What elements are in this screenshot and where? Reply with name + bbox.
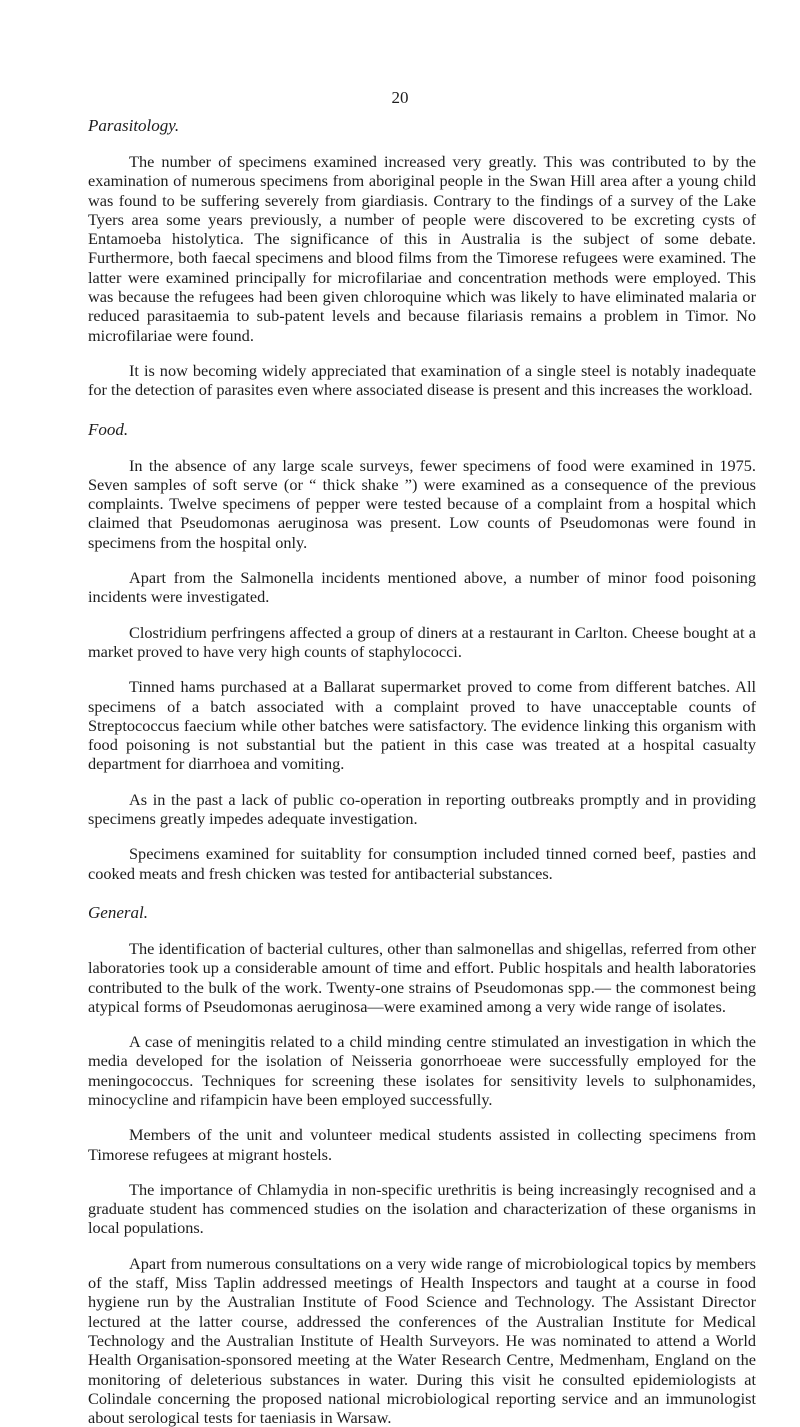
section-heading: Parasitology. [88, 116, 180, 135]
page-number: 20 [391, 88, 409, 107]
paragraph: A case of meningitis related to a child minding centre stimulated an investigation in which the media developed for the isolation of Neisseria gonorrhoeae were successfully employed for the meningococcus. Techniques for screening these isolates for sensitivity levels to sulphonamides, minocycline and rifampicin have been employed successfully. [88, 1032, 756, 1109]
paragraph: Tinned hams purchased at a Ballarat supermarket proved to come from different batches. All specimens of a batch associated with a complaint proved to have unacceptable counts of Streptococcus faecium while other batches were satisfactory. The evidence linking this organism with food poisoning is not substantial but the patient in this case was treated at a hospital casualty department for diarrhoea and vomiting. [88, 677, 756, 774]
section-parasitology [88, 116, 756, 400]
paragraph: The number of specimens examined increased very greatly. This was contributed to by the examination of numerous specimens from aboriginal people in the Swan Hill area after a young child was found to be suffering severely from giardiasis. Contrary to the findings of a survey of the Lake Tyers area some years previously, a number of people were discovered to be excreting cysts of Entamoeba histolytica. The significance of this in Australia is the subject of some debate. Furthermore, both faecal specimens and blood films from the Timorese refugees were examined. The latter were examined principally for microfilariae and concentration methods were employed. This was because the refugees had been given chloroquine which was likely to have eliminated malaria or reduced parasitaemia to sub-patent levels and because filariasis remains a problem in Timor. No microfilariae were found. [88, 152, 756, 345]
paragraph: As in the past a lack of public co-operation in reporting outbreaks promptly and in providing specimens greatly impedes adequate investigation. [88, 789, 756, 829]
section-heading: General. [88, 902, 148, 922]
paragraph: Apart from numerous consultations on a very wide range of microbiological topics by members of the staff, Miss Taplin addressed meetings of Health Inspectors and taught at a course in food hygiene run by the Australian Institute of Food Science and Technology. The Assistant Director lectured at the latter course, addressed the conferences of the Australian Institute for Medical Technology and the Australian Institute of Health Surveyors. He was nominated to attend a World Health Organisation-sponsored meeting at the Water Research Centre, Medmenham, England on the monitoring of deleterious substances in water. During this visit he consulted epidemiologists at Colindale concerning the proposed national microbiological reporting service and an immunologist about serological tests for taeniasis in Warsaw. [88, 1253, 756, 1427]
paragraph: It is now becoming widely appreciated that examination of a single steel is notably inadequate for the detection of parasites even where associated disease is present and this increases the workload. [88, 360, 756, 400]
section-food [88, 420, 756, 883]
paragraph: The importance of Chlamydia in non-specific urethritis is being increasingly recognised and a graduate student has commenced studies on the isolation and characterization of these organisms in local populations. [88, 1179, 756, 1238]
paragraph: Members of the unit and volunteer medical students assisted in collecting specimens from Timorese refugees at migrant hostels. [88, 1125, 756, 1164]
paragraph: Clostridium perfringens affected a group of diners at a restaurant in Carlton. Cheese bought at a market proved to have very high counts of staphylococci. [88, 622, 756, 661]
paragraph: Apart from the Salmonella incidents mentioned above, a number of minor food poisoning incidents were investigated. [88, 568, 756, 607]
page-content [88, 116, 756, 1427]
section-heading: Food. [88, 419, 129, 439]
section-general [88, 903, 756, 1427]
paragraph: Specimens examined for suitablity for consumption included tinned corned beef, pasties and cooked meats and fresh chicken was tested for antibacterial substances. [88, 844, 756, 883]
paragraph: In the absence of any large scale surveys, fewer specimens of food were examined in 1975. Seven samples of soft serve (or “ thick shake ”) were examined as a consequence of the previous complaints. Twelve specimens of pepper were tested because of a complaint from a hospital which claimed that Pseudomonas aeruginosa was present. Low counts of Pseudomonas were found in specimens from the hospital only. [88, 455, 756, 552]
paragraph: The identification of bacterial cultures, other than salmonellas and shigellas, referred from other laboratories took up a considerable amount of time and effort. Public hospitals and health laboratories contributed to the bulk of the work. Twenty-one strains of Pseudomonas spp.— the commonest being atypical forms of Pseudomonas aeruginosa—were examined among a very wide range of isolates. [88, 938, 756, 1016]
